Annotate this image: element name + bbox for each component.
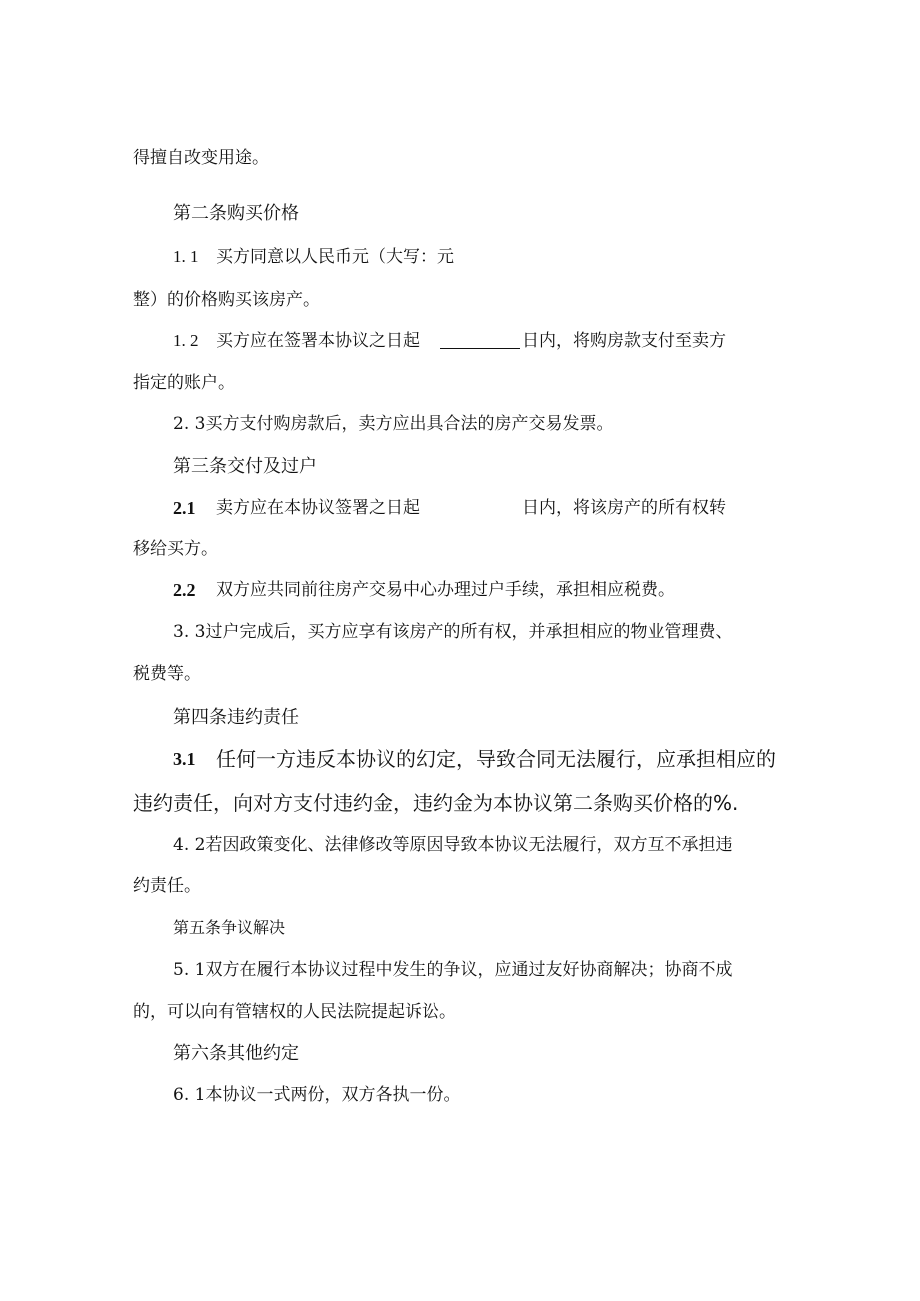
- clause-2-2-text: 双方应共同前往房产交易中心办理过户手续，承担相应税费。: [216, 580, 675, 600]
- clause-2-1-text: 卖方应在本协议签署之日起: [216, 498, 420, 518]
- article-6-heading: 第六条其他约定: [173, 1043, 299, 1064]
- article-2-heading: 第二条购买价格: [173, 203, 299, 224]
- article-3-heading: 第三条交付及过户: [173, 456, 317, 477]
- clause-6-1: 6. 1本协议一式两份，双方各执一份。: [173, 1085, 461, 1105]
- clause-3-1-number: 3.1: [173, 749, 196, 769]
- clause-1-1-number: 1. 1: [173, 247, 199, 266]
- clause-1-2-number: 1. 2: [173, 331, 199, 350]
- paragraph-continuation: 得擅自改变用途。: [133, 148, 269, 168]
- blank-days-underline: [440, 347, 520, 349]
- clause-1-2-text-b: 日内，将购房款支付至卖方: [522, 331, 726, 351]
- clause-5-1-cont: 的，可以向有管辖权的人民法院提起诉讼。: [133, 1002, 456, 1022]
- clause-1-2-text: 买方应在签署本协议之日起: [216, 331, 420, 351]
- article-5-heading: 第五条争议解决: [173, 918, 286, 937]
- clause-3-3: 3. 3过户完成后，买方应享有该房产的所有权，并承担相应的物业管理费、: [173, 622, 733, 642]
- clause-2-3: 2. 3买方支付购房款后，卖方应出具合法的房产交易发票。: [173, 414, 614, 434]
- clause-4-2: 4. 2若因政策变化、法律修改等原因导致本协议无法履行，双方互不承担违: [173, 835, 733, 855]
- clause-3-1-text-cont: 违约责任，向对方支付违约金，违约金为本协议第二条购买价格的%.: [133, 791, 739, 815]
- clause-3-1-text: 任何一方违反本协议的幻定，导致合同无法履行，应承担相应的: [216, 747, 776, 771]
- clause-1-1-text-cont: 整）的价格购买该房产。: [133, 290, 320, 310]
- clause-1-2-text-cont: 指定的账户。: [133, 373, 235, 393]
- clause-5-1: 5. 1双方在履行本协议过程中发生的争议，应通过友好协商解决；协商不成: [173, 960, 733, 980]
- clause-2-1-number: 2.1: [173, 498, 196, 518]
- clause-2-1-text-cont: 移给买方。: [133, 539, 218, 559]
- article-4-heading: 第四条违约责任: [173, 707, 299, 728]
- clause-2-2-number: 2.2: [173, 580, 196, 600]
- clause-4-2-cont: 约责任。: [133, 876, 201, 896]
- clause-2-1-text-b: 日内，将该房产的所有权转: [522, 498, 726, 518]
- clause-1-1-text: 买方同意以人民币元（大写：元: [216, 247, 454, 267]
- clause-3-3-cont: 税费等。: [133, 664, 201, 684]
